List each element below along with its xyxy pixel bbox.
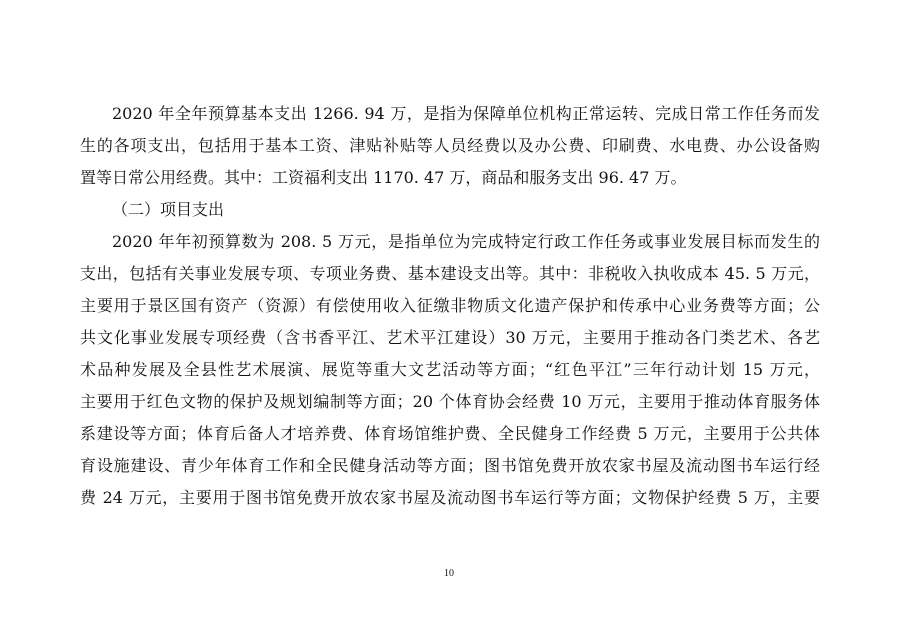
paragraph-2-line-9: 费 24 万元，主要用于图书馆免费开放农家书屋及流动图书车运行等方面；文物保护经费 5 万，主要 [80,488,820,507]
page-number: 10 [444,568,454,579]
paragraph-2-line-6: 主要用于红色文物的保护及规划编制等方面；20 个体育协会经费 10 万元，主要用于推动体育服务体 [80,392,820,411]
section-heading: （二）项目支出 [112,200,225,219]
paragraph-1-line-1: 2020 年全年预算基本支出 1266. 94 万，是指为保障单位机构正常运转、完成日常工作任务而发 [112,104,820,123]
paragraph-2-line-8: 育设施建设、青少年体育工作和全民健身活动等方面；图书馆免费开放农家书屋及流动图书车运行经 [80,456,820,475]
paragraph-2-line-3: 主要用于景区国有资产（资源）有偿使用收入征缴非物质文化遗产保护和传承中心业务费等方面；公 [80,296,820,315]
paragraph-2-line-1: 2020 年年初预算数为 208. 5 万元，是指单位为完成特定行政工作任务或事业发展目标而发生的 [112,232,820,251]
paragraph-1-line-2: 生的各项支出，包括用于基本工资、津贴补贴等人员经费以及办公费、印刷费、水电费、办公设备购 [80,136,820,155]
paragraph-2-line-2: 支出，包括有关事业发展专项、专项业务费、基本建设支出等。其中：非税收入执收成本 45. 5 万元， [80,264,820,283]
paragraph-2-line-7: 系建设等方面；体育后备人才培养费、体育场馆维护费、全民健身工作经费 5 万元，主要用于公共体 [80,424,820,443]
paragraph-1-line-3: 置等日常公用经费。其中：工资福利支出 1170. 47 万，商品和服务支出 96. 47 万。 [80,168,687,187]
paragraph-2-line-5: 术品种发展及全县性艺术展演、展览等重大文艺活动等方面；“红色平江”三年行动计划 15 万元， [80,360,820,379]
paragraph-2-line-4: 共文化事业发展专项经费（含书香平江、艺术平江建设）30 万元，主要用于推动各门类艺术、各艺 [80,328,820,347]
